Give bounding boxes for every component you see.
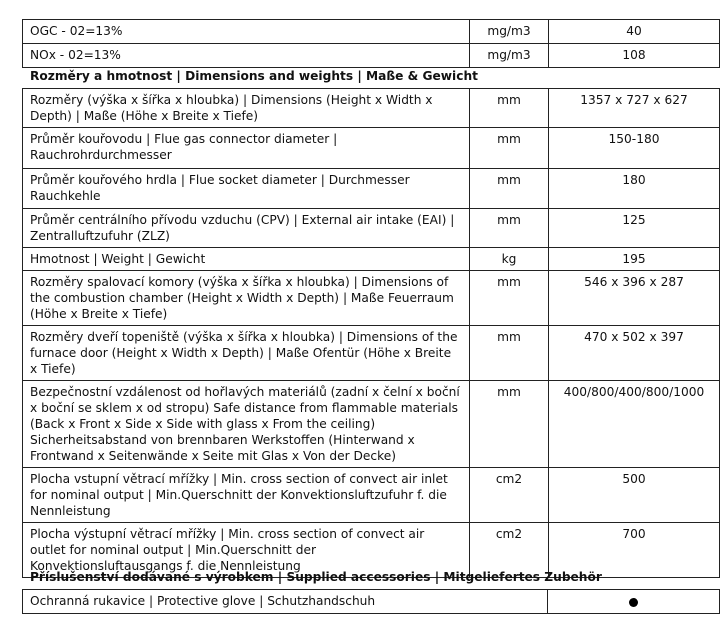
row-label: Bezpečnostní vzdálenost od hořlavých materiálů (zadní x čelní x boční x boční se sklem x od stropu) Safe distance from flammable materials (Back x Front x Side x Side with glass x From the ceiling) Sicherheitsabstand von brennbaren Werkstoffen (Hinterwand x Frontwand x Seitenwände x Seite mit Glas x Von der Decke) [23,381,470,468]
row-label: Průměr kouřového hrdla | Flue socket diameter | Durchmesser Rauchkehle [23,169,470,209]
row-unit: mm [470,381,549,468]
table-row [23,271,720,326]
row-value: 108 [549,44,720,68]
row-label: Plocha výstupní větrací mřížky | Min. cross section of convect air outlet for nominal output | Min.Querschnitt der Konvektionsluftausgangs f. die Nennleistung [23,523,470,578]
row-label: Rozměry spalovací komory (výška x šířka x hloubka) | Dimensions of the combustion chamber (Height x Width x Depth) | Maße Feuerraum (Höhe x Breite x Tiefe) [23,271,470,326]
row-label: Plocha vstupní větrací mřížky | Min. cross section of convect air inlet for nominal output | Min.Querschnitt der Konvektionsluftzufuhr f. die Nennleistung [23,468,470,523]
table-row [23,209,720,248]
row-value: 700 [549,523,720,578]
accessories-table [22,589,720,614]
section-heading-dimensions: Rozměry a hmotnost | Dimensions and weights | Maße & Gewicht [30,69,478,83]
row-value: 400/800/400/800/1000 [549,381,720,468]
row-unit: mm [470,209,549,248]
row-label: Rozměry (výška x šířka x hloubka) | Dimensions (Height x Width x Depth) | Maße (Höhe x Breite x Tiefe) [23,89,470,128]
row-label: Rozměry dveří topeniště (výška x šířka x hloubka) | Dimensions of the furnace door (Height x Width x Depth) | Maße Ofentür (Höhe x Breite x Tiefe) [23,326,470,381]
row-label: Průměr kouřovodu | Flue gas connector diameter | Rauchrohrdurchmesser [23,128,470,169]
row-unit: cm2 [470,468,549,523]
row-unit: mg/m3 [470,20,549,44]
table-row [23,326,720,381]
row-unit: mm [470,271,549,326]
row-unit: mg/m3 [470,44,549,68]
row-label: Hmotnost | Weight | Gewicht [23,248,470,271]
row-label: Průměr centrálního přívodu vzduchu (CPV) | External air intake (EAI) | Zentralluftzufuhr (ZLZ) [23,209,470,248]
table-row [23,20,720,44]
row-unit: mm [470,169,549,209]
row-value: 1357 x 727 x 627 [549,89,720,128]
row-value: 150-180 [549,128,720,169]
row-unit: cm2 [470,523,549,578]
row-label: Ochranná rukavice | Protective glove | Schutzhandschuh [23,590,548,614]
row-label: NOx - 02=13% [23,44,470,68]
dimensions-table [22,88,720,578]
table-row [23,44,720,68]
emissions-table [22,19,720,68]
bullet-icon [629,598,638,607]
row-value [548,590,720,614]
row-unit: kg [470,248,549,271]
row-value: 125 [549,209,720,248]
row-value: 180 [549,169,720,209]
row-unit: mm [470,326,549,381]
table-row [23,169,720,209]
row-value: 470 x 502 x 397 [549,326,720,381]
table-row [23,381,720,468]
table-row [23,590,720,614]
table-row [23,128,720,169]
row-value: 500 [549,468,720,523]
row-value: 546 x 396 x 287 [549,271,720,326]
row-label: OGC - 02=13% [23,20,470,44]
row-unit: mm [470,128,549,169]
table-row [23,248,720,271]
table-row [23,89,720,128]
row-value: 195 [549,248,720,271]
row-value: 40 [549,20,720,44]
table-row [23,468,720,523]
section-heading-accessories: Příslušenství dodávané s výrobkem | Supplied accessories | Mitgeliefertes Zubehör [30,570,602,584]
row-unit: mm [470,89,549,128]
